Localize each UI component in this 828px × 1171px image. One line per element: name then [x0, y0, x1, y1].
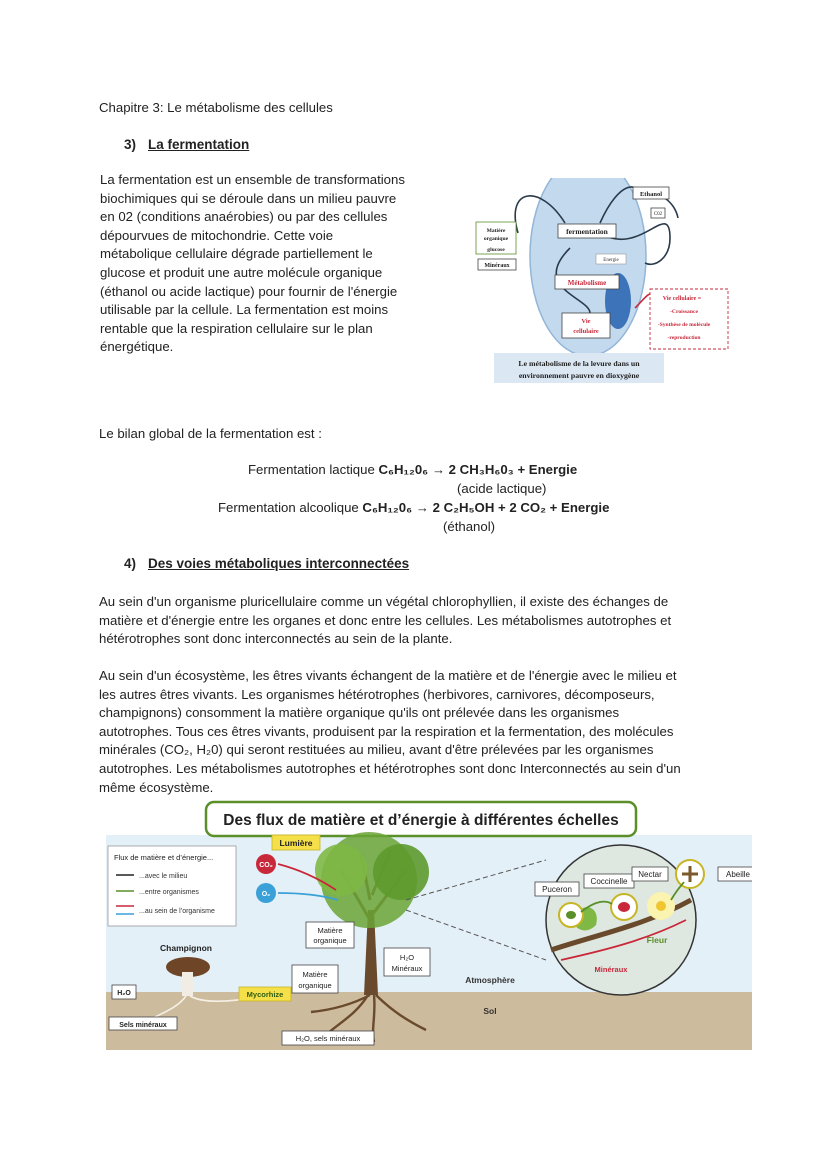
section-title: La fermentation — [148, 137, 250, 152]
section-3-heading — [124, 137, 249, 152]
paragraph-line: Au sein d'un organisme pluricellulaire comme un végétal chlorophyllien, il existe des échanges de — [99, 594, 669, 609]
mushroom-stem — [182, 972, 193, 996]
lactic-formula: C₆H₁₂0₆ → 2 CH₃H₆0₃ + Energie — [378, 462, 578, 477]
legend-title: Flux de matière et d’énergie... — [114, 853, 214, 862]
paragraph-line: utilisable par la cellule. La fermentation est moins — [100, 302, 389, 318]
sol-label: Sol — [483, 1006, 497, 1016]
vie-cellulaire-label: Vie — [581, 318, 591, 325]
paragraph-line: Au sein d'un écosystème, les êtres vivants échangent de la matière et de l'énergie avec le milieu et — [99, 668, 677, 683]
vie-cellulaire-label: cellulaire — [573, 328, 599, 335]
fleur-label: Fleur — [646, 935, 668, 945]
paragraph-line: matière et d'énergie entre les organes et donc entre les cellules. Les métabolismes autotrophes et — [99, 612, 672, 628]
matiere-label: Matière — [486, 228, 506, 234]
vie-list-item: -Synthèse de molécule — [657, 322, 711, 328]
paragraph-line: autotrophes. Les métabolismes autotrophes et hétérotrophes sont donc Interconnectés au sein d'un — [99, 760, 681, 776]
mycorhize-label: Mycorhize — [246, 990, 284, 999]
ladybug-body — [618, 902, 630, 912]
section-number: 4) — [124, 556, 137, 571]
aphid-body — [566, 911, 576, 919]
nectar-label: Nectar — [638, 870, 662, 879]
paragraph-line: en 02 (conditions anaérobies) ou par des cellules — [100, 209, 388, 225]
chapter-title: Chapitre 3: Le métabolisme des cellules — [99, 100, 333, 115]
co2-label: CO₂ — [259, 862, 273, 869]
legend-item: ...avec le milieu — [139, 873, 188, 880]
tree-canopy — [315, 844, 367, 896]
paragraph-line: champignons) consomment la matière organique qu'ils ont prélevée dans les organismes — [99, 705, 620, 721]
matter-energy-flux-figure — [106, 800, 752, 1050]
figure-title: Des flux de matière et d’énergie à différentes échelles — [223, 812, 619, 829]
paragraph-line: métabolique cellulaire dégrade partiellement le — [100, 246, 373, 262]
h2o-mineraux-label: H₂O — [399, 953, 415, 962]
metabolisme-label: Métabolisme — [567, 279, 607, 287]
co2-label: C02 — [653, 212, 663, 217]
paragraph-line: biochimiques qui se déroule dans un milieu pauvre — [100, 190, 397, 206]
h2o-sels-label: H₂O, sels minéraux — [295, 1034, 361, 1043]
paragraph-line: glucose et produit une autre molécule organique — [100, 264, 383, 280]
paragraph-line: La fermentation est un ensemble de transformations — [100, 172, 405, 187]
paragraph-line: dépourvues de mitochondrie. Cette voie — [100, 227, 334, 243]
yeast-metabolism-figure — [470, 178, 740, 388]
paragraph-line: hétérotrophes sont donc interconnectés au sein de la plante. — [99, 631, 453, 647]
section-4-heading — [124, 556, 409, 571]
alcohol-note: (éthanol) — [443, 519, 496, 534]
atmosphere-label: Atmosphère — [465, 975, 515, 985]
h2o-left-label: H₂O — [117, 990, 131, 997]
paragraph-line: autotrophes. Tous ces êtres vivants, produisent par la respiration et la fermentation, des molécules — [99, 723, 674, 739]
flower-center — [656, 901, 666, 911]
matiere-organique-label: Matière — [302, 970, 328, 979]
legend-item: ...entre organismes — [139, 889, 199, 896]
fermentation-paragraph — [100, 171, 445, 357]
alcohol-formula: C₆H₁₂0₆ → 2 C₂H₅OH + 2 CO₂ + Energie — [362, 500, 610, 515]
lactic-equation — [248, 462, 577, 477]
coccinelle-label: Coccinelle — [590, 877, 628, 886]
vie-list-item: -Croissance — [670, 309, 698, 315]
section-number: 3) — [124, 137, 137, 152]
vie-list-item: Vie cellulaire = — [662, 296, 702, 302]
energie-label: Energie — [603, 258, 619, 263]
paragraph-line: énergétique. — [100, 339, 174, 355]
vie-list-item: -reproduction — [667, 335, 701, 341]
section-title: Des voies métaboliques interconnectées — [148, 556, 410, 571]
matiere-label: organique — [483, 236, 509, 242]
bilan-intro: Le bilan global de la fermentation est : — [99, 426, 322, 441]
champignon-label: Champignon — [160, 943, 212, 953]
lactic-note: (acide lactique) — [457, 481, 547, 496]
paragraph-line: minérales (CO₂, H₂0) qui seront restituées au milieu, avant d'être prélevées par les organismes — [99, 742, 654, 758]
sels-mineraux-label: Sels minéraux — [119, 1022, 167, 1029]
legend-item: ...au sein de l’organisme — [139, 908, 215, 915]
tree-canopy — [373, 844, 429, 900]
puceron-label: Puceron — [542, 885, 572, 894]
paragraph-line: (éthanol ou acide lactique) pour fournir de l'énergie — [100, 283, 398, 299]
lumiere-label: Lumière — [279, 838, 313, 848]
section-4-paragraph-1 — [99, 593, 739, 649]
o2-label: O₂ — [261, 891, 271, 898]
fermentation-label: fermentation — [566, 227, 608, 236]
caption-line: Le métabolisme de la levure dans un — [518, 359, 640, 368]
mineraux-label: Minéraux — [484, 263, 510, 269]
paragraph-line: même écosystème. — [99, 779, 214, 795]
matiere-organique-label: organique — [298, 981, 332, 990]
h2o-mineraux-label: Minéraux — [391, 964, 423, 973]
paragraph-line: les autres êtres vivants. Les organismes hétérotrophes (herbivores, carnivores, décomposeurs, — [99, 686, 655, 702]
ethanol-label: Ethanol — [639, 191, 663, 198]
caption-line: environnement pauvre en dioxygène — [518, 371, 640, 380]
alcohol-label: Fermentation alcoolique — [218, 500, 359, 515]
matiere-label: glucose — [487, 247, 505, 253]
lactic-label: Fermentation lactique — [248, 462, 375, 477]
paragraph-line: rentable que la respiration cellulaire sur le plan — [100, 320, 373, 336]
alcohol-equation — [218, 500, 609, 515]
matiere-organique-label: organique — [313, 936, 347, 945]
matiere-organique-label: Matière — [317, 926, 343, 935]
section-4-paragraph-2 — [99, 667, 739, 797]
abeille-label: Abeille — [725, 870, 751, 879]
mineraux-label: Minéraux — [594, 965, 628, 974]
